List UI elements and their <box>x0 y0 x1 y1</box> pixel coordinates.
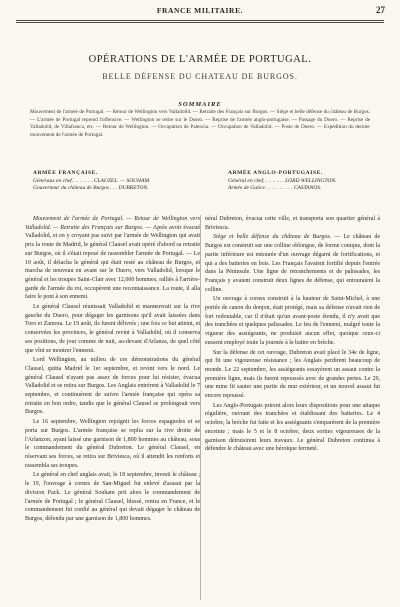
anglo-army-line: Général en chef. . . . . . . . LORD WELLINGTON. <box>228 177 337 184</box>
paragraph-text: — Le château de Burgos est construit sur une colline oblongue, de forme conique, dont la partie inférieure est entourée d'un ouvrage dégarni de fortifications, et qui a des batteries en bois. Les Français l'avaient fortifié depuis l'entrée dans la Péninsule. Une ligne de retranchements et de palissades, les Français y avaient construit deux lignes de défense, qui entouraient la colline. <box>205 234 381 293</box>
paragraph <box>25 356 200 417</box>
paragraph <box>205 233 380 294</box>
paragraph <box>205 349 380 401</box>
paragraph <box>25 215 200 302</box>
paragraph <box>205 295 380 347</box>
anglo-army-block <box>228 170 378 193</box>
paragraph-text: Le général Clausel réunissait Valladolid et manœuvrait sur la rive gauche du Duero, pour dégager les garnisons qu'il avait laissées dans Toro et Zamora. Le 19 août, ils furent délivrés ; une fois ce but atteint, et conservées les provinces, le général revint à Valladolid, où il conserva ses positions, de jour comme de nuit, au-devant d'Arlanza, de quel côté que vînt se montrer l'ennemi. <box>25 304 200 354</box>
anglo-army-heading: ARMÉE ANGLO-PORTUGAISE. <box>228 170 323 176</box>
french-army-block <box>33 170 198 193</box>
section-title: Siége et belle défense du château de Burgos. <box>213 234 332 241</box>
running-head <box>0 6 400 18</box>
french-army-line: Gouverneur du château de Burgos . . . DUBRETON. <box>33 185 149 192</box>
paragraph-text: Lord Wellington, au milieu de ces démonstrations du général Clausel, quitta Madrid le 1er septembre, et revint vers le nord. Le général Clausel n'ayant pas assez de forces pour lui résister, évacua Valladolid et se retira sur Burgos. Les Anglais entrèrent à Valladolid le 7 septembre, et continuèrent de suivre l'armée française qui opéra sa retraite en bon ordre, tandis que le général Clausel se prolongeait vers Burgos. <box>25 357 200 416</box>
paragraph <box>25 303 200 355</box>
paragraph <box>25 418 200 470</box>
left-text-column <box>25 215 200 525</box>
header-rule-bottom <box>16 22 384 23</box>
section-title: Mouvement de l'armée de Portugal. — Retour de Wellington vers Valladolid. — Retraite des Français sur Burgos. <box>25 216 200 231</box>
french-army-heading: ARMÉE FRANÇAISE. <box>33 170 98 176</box>
french-army-line: Généraux en chef. . . . . . . . CLAUZEL. — SOUHAM. <box>33 177 151 184</box>
right-text-column <box>205 215 380 455</box>
paragraph-text: Le 16 septembre, Wellington rejoignit les forces espagnoles et se porta sur Burgos. L'armée française se replia sur la rive droite de l'Arlanzon, ayant laissé une garnison de 1,800 hommes au château, sous le commandement du général Dubreton. Le général Clausel, en réservant ses forces, se retira sur Briviesca, où il attendit les renforts et rassembla ses troupes. <box>25 419 200 469</box>
page-number: 27 <box>376 5 385 15</box>
anglo-army-line: Armée de Galice . . . . . . . . . . CASTANOS. <box>228 185 322 192</box>
paragraph <box>205 402 380 454</box>
article-title: OPÉRATIONS DE L'ARMÉE DE PORTUGAL. <box>88 54 312 65</box>
paragraph-text: Sur la défense de cet ouvrage, Dubreton avait placé le 34e de ligne, qui fit une vigoureuse résistance ; les Anglais perdirent beaucoup de monde. Le 22 septembre, les assiégeants essayèrent un assaut contre la première ligne, mais ils furent repoussés avec de grandes pertes. Le 29, une mine fit sauter une partie du mur extérieur, et un nouvel assaut fut encore repoussé. <box>205 349 380 400</box>
paragraph <box>205 215 380 232</box>
paragraph-text: — Après avoir évacué Valladolid, et en y croyant pas suivi par l'armée de Wellington qui avait pris la route de Madrid, le général Clausel avait opéré d'abord sa retraite sur Burgos, où il s'était reposé de rassembler l'armée de Portugal. — Le 10 août, il détacha le général qui était resté au château de Burgos, et marcha de nouveau en avant sur le Duero, vers Valladolid, lorsque le général et les troupes Saint-Clair avec 12,000 hommes, ralliés à l'arrière-garde de l'armée du roi, occupèrent une reconnaissance. La route, il alla faire le pont à son ennemi. <box>25 224 201 301</box>
summary-text: Mouvement de l'armée de Portugal. — Retour de Wellington vers Valladolid. — Retraite des Français sur Burgos. — Siége et belle défense du château de Burgos. — L'armée de Portugal reprend l'offensive. — Wellington se retire sur le Duero. — Reprise de l'armée anglo-portugaise. — Passage du Duero. — Reprise de Valladolid, de Villafranca, etc. — Retour de Wellington. — Occupation de Palencia. — Occupation de Valladolid. — Poste de Duero. — Expédition du dernier mouvement de l'armée de Portugal. <box>30 109 370 138</box>
paragraph-text: Les Anglo-Portugais prirent alors leurs dispositions pour une attaque régulière, ouvrant des tranchées et établissant des batteries. Le 4 octobre, la brèche fut faite et les assiégeants s'emparèrent de la première enceinte ; mais le 5 et le 8 octobre, deux sorties vigoureuses de la garnison détruisirent leurs travaux. Le général Dubreton continua à défendre le château avec une héroïque fermeté. <box>205 402 380 453</box>
article-subtitle: BELLE DÉFENSE DU CHATEAU DE BURGOS. <box>102 72 298 81</box>
header-rule-top <box>16 20 384 21</box>
paragraph-text: Le général en chef anglais avait, le 18 septembre, investi le château ; le 19, l'ouvrage à cornes de San-Miguel fut enlevé d'assaut par la division Pack. Le général Souham prit alors le commandement de l'armée de Portugal ; le général Clausel, blessé, rentra en France, et le commandement fut confié au général qui devait dégager le château de Burgos, défendu par une garnison de 1,800 hommes. <box>25 472 200 522</box>
column-divider <box>200 215 201 600</box>
paragraph-text: néral Dubreton, évacua cette ville, et transporta son quartier général à Briviesca. <box>205 216 380 231</box>
paragraph-text: Un ouvrage à cornes construit à la hauteur de Saint-Michel, à une portée de canon du donjon, était protégé, mais sa défense n'avait rien de fort redoutable, car il n'était qu'un avant-poste étendu, il n'y avait que des tranchées et quelques palissades. Le feu de l'ennemi, malgré toute la vigueur des assiégeants, ne produisit aucun effet, quoique ceux-ci eussent employé toute la journée à le battre en brèche. <box>205 296 380 346</box>
paragraph <box>25 471 200 523</box>
running-head-title: FRANCE MILITAIRE. <box>156 6 244 15</box>
summary-heading: SOMMAIRE <box>178 101 222 108</box>
